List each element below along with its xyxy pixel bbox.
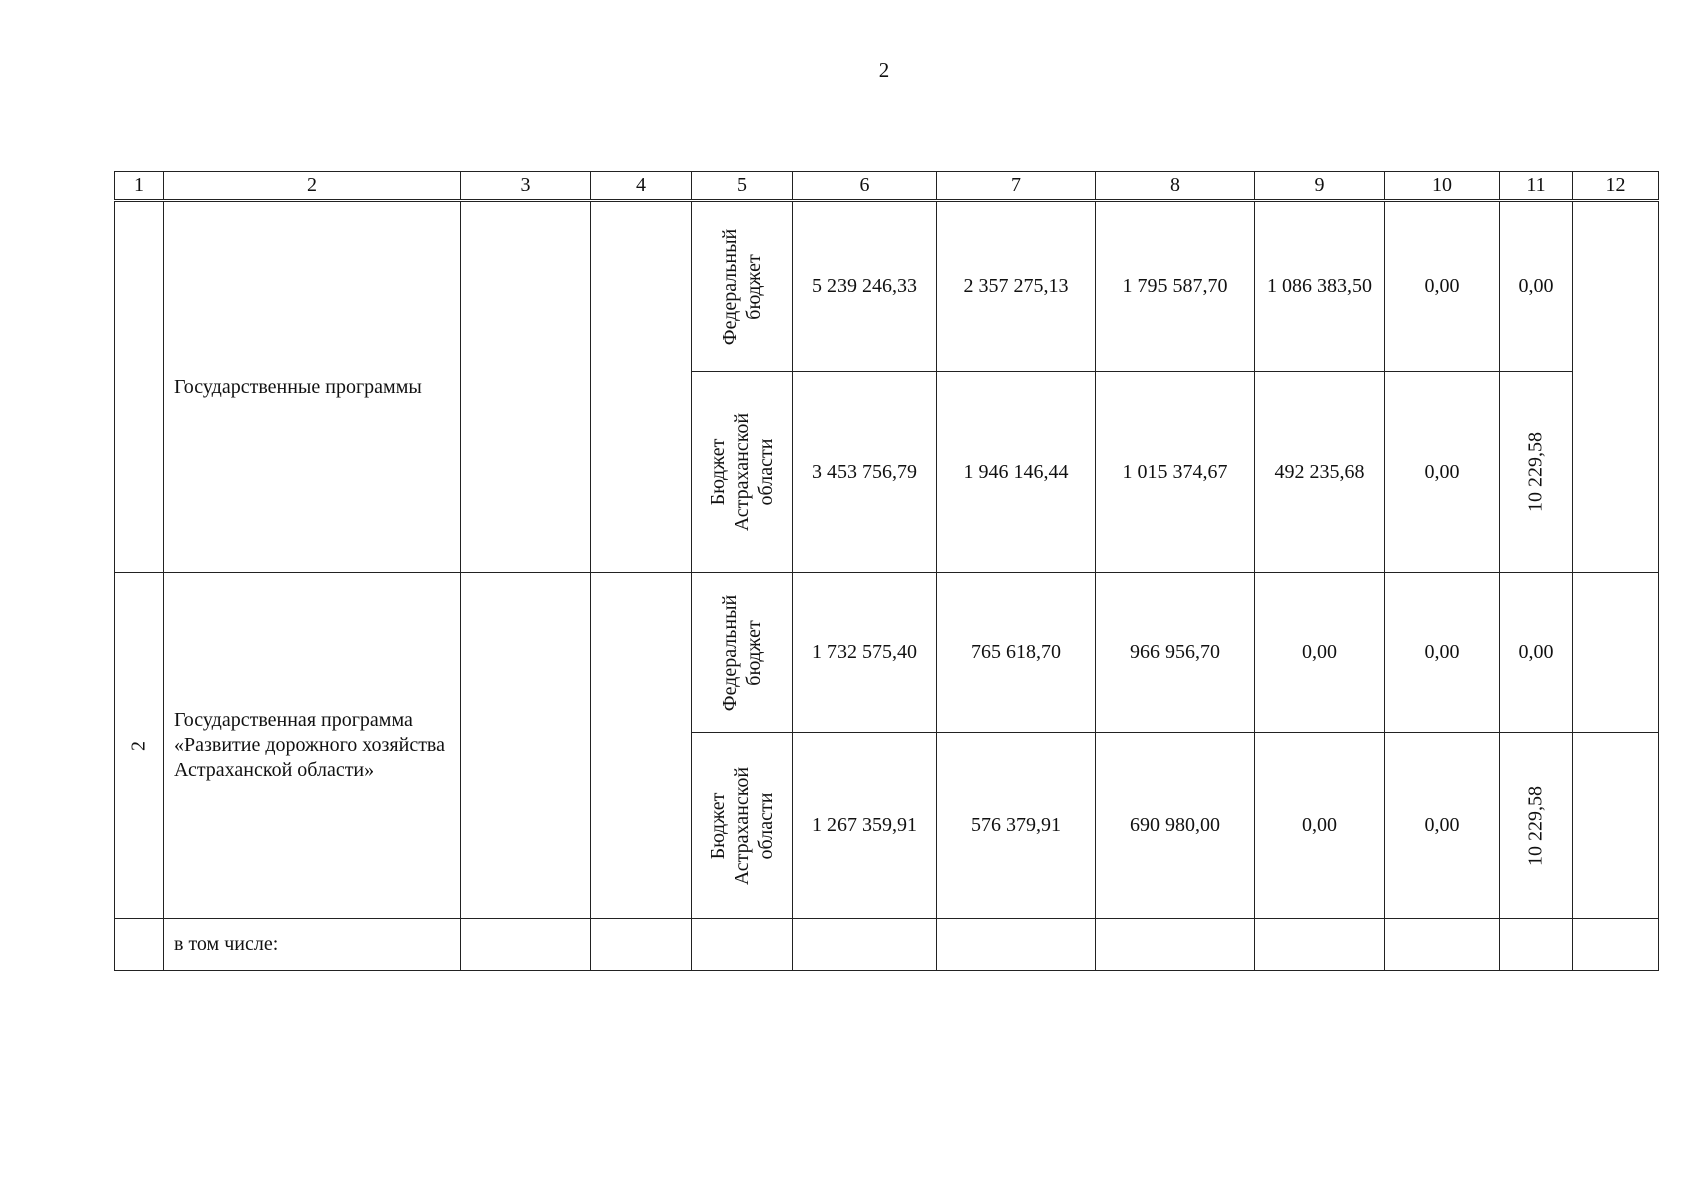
funding-source: Бюджет Астраханской области: [707, 412, 777, 532]
empty-cell: [793, 919, 937, 971]
value-cell: 0,00: [1385, 372, 1500, 573]
value-cell: 966 956,70: [1096, 573, 1255, 733]
value-vertical: 10 229,58: [1524, 785, 1547, 866]
value-cell: 1 795 587,70: [1096, 201, 1255, 372]
table-row: [115, 201, 1659, 372]
funding-source-cell: [692, 573, 793, 733]
empty-cell: [591, 919, 692, 971]
value-cell: 5 239 246,33: [793, 201, 937, 372]
column-number-row: [115, 172, 1659, 201]
program-name-cell: [164, 201, 461, 573]
row-index-cell: [115, 573, 164, 919]
empty-cell: [115, 919, 164, 971]
value-cell: 0,00: [1500, 201, 1573, 372]
empty-cell: [461, 919, 591, 971]
value-vertical: 10 229,58: [1524, 432, 1547, 512]
value-cell-vertical: [1500, 372, 1573, 573]
header-col-5: 5: [692, 172, 793, 201]
header-col-9: 9: [1255, 172, 1385, 201]
value-cell: 0,00: [1500, 573, 1573, 733]
page-number: 2: [878, 58, 890, 82]
header-col-11: 11: [1500, 172, 1573, 201]
empty-cell: [1573, 573, 1659, 733]
header-col-7: 7: [937, 172, 1096, 201]
empty-cell: [1573, 201, 1659, 573]
empty-cell: [1096, 919, 1255, 971]
funding-source-cell: [692, 372, 793, 573]
value-cell: 0,00: [1255, 573, 1385, 733]
header-col-10: 10: [1385, 172, 1500, 201]
table-row: [115, 919, 1659, 971]
value-cell: 0,00: [1385, 201, 1500, 372]
empty-cell: [1573, 733, 1659, 919]
header-col-2: 2: [164, 172, 461, 201]
row-index: 2: [127, 740, 150, 751]
program-name: Государственные программы: [174, 375, 422, 398]
value-cell: 492 235,68: [1255, 372, 1385, 573]
empty-cell: [591, 573, 692, 919]
funding-source: Федеральный бюджет: [719, 594, 765, 711]
value-cell: 0,00: [1255, 733, 1385, 919]
value-cell: 765 618,70: [937, 573, 1096, 733]
value-cell: 1 267 359,91: [793, 733, 937, 919]
empty-cell: [1255, 919, 1385, 971]
value-cell: 2 357 275,13: [937, 201, 1096, 372]
value-cell: 1 086 383,50: [1255, 201, 1385, 372]
header-col-1: 1: [115, 172, 164, 201]
value-cell: 1 732 575,40: [793, 573, 937, 733]
empty-cell: [1500, 919, 1573, 971]
funding-source-cell: [692, 733, 793, 919]
value-cell: 1 015 374,67: [1096, 372, 1255, 573]
header-col-12: 12: [1573, 172, 1659, 201]
value-cell: 0,00: [1385, 573, 1500, 733]
table-row: [115, 573, 1659, 733]
empty-cell: [1573, 919, 1659, 971]
header-col-6: 6: [793, 172, 937, 201]
header-col-3: 3: [461, 172, 591, 201]
empty-cell: [692, 919, 793, 971]
row-index-cell: [115, 201, 164, 573]
footer-label-cell: [164, 919, 461, 971]
value-cell: 1 946 146,44: [937, 372, 1096, 573]
value-cell: 576 379,91: [937, 733, 1096, 919]
program-name: Государственная программа «Развитие дорожного хозяйства Астраханской области»: [174, 709, 445, 781]
value-cell: 3 453 756,79: [793, 372, 937, 573]
footer-label: в том числе:: [174, 933, 279, 955]
value-cell-vertical: [1500, 733, 1573, 919]
funding-source: Бюджет Астраханской области: [707, 766, 777, 885]
empty-cell: [937, 919, 1096, 971]
funding-source: Федеральный бюджет: [719, 228, 765, 345]
funding-source-cell: [692, 201, 793, 372]
empty-cell: [461, 573, 591, 919]
value-cell: 690 980,00: [1096, 733, 1255, 919]
empty-cell: [461, 201, 591, 573]
empty-cell: [591, 201, 692, 573]
program-name-cell: [164, 573, 461, 919]
value-cell: 0,00: [1385, 733, 1500, 919]
empty-cell: [1385, 919, 1500, 971]
header-col-8: 8: [1096, 172, 1255, 201]
header-col-4: 4: [591, 172, 692, 201]
budget-table: [114, 171, 1659, 971]
